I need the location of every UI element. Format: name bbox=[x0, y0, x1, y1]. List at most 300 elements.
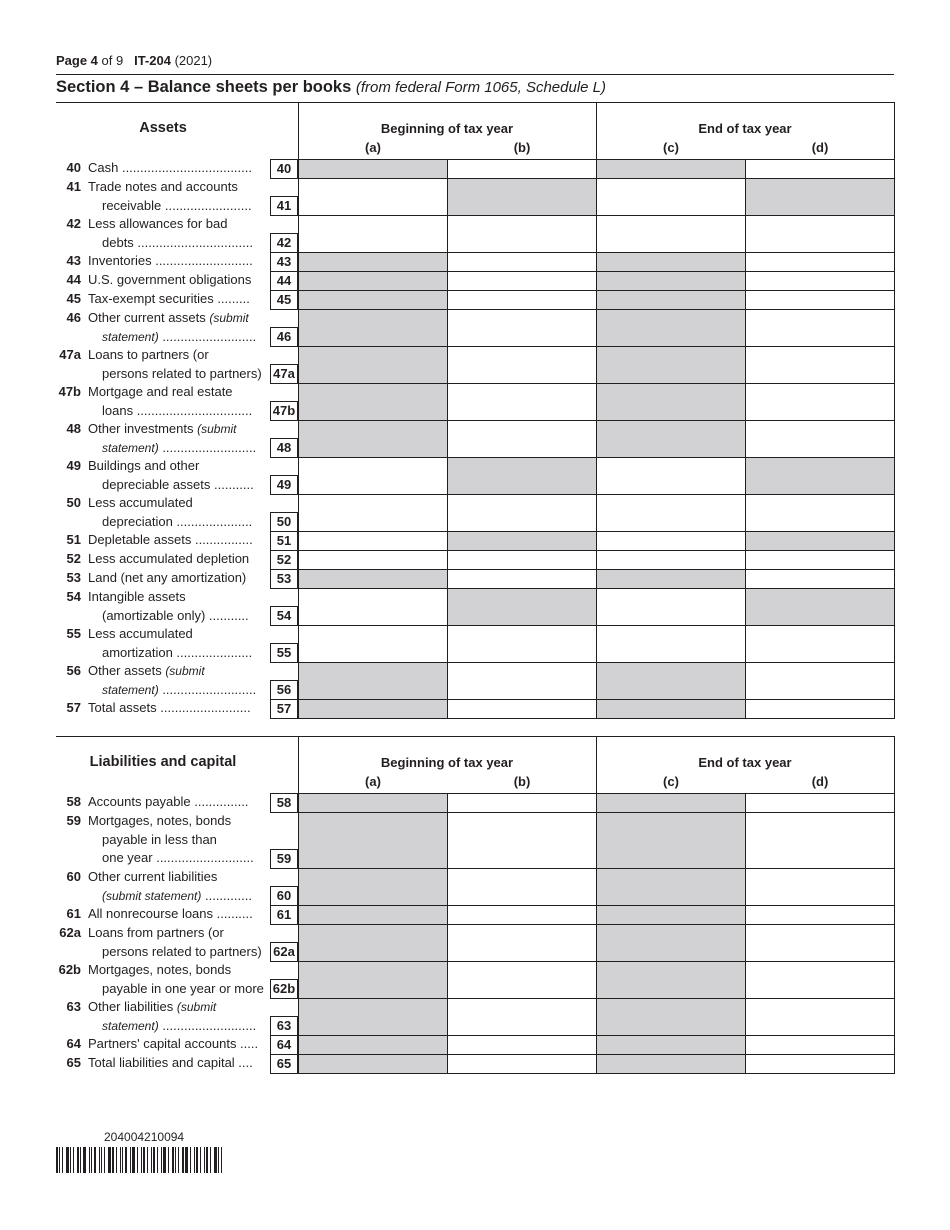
line-42-row bbox=[56, 215, 894, 252]
line-51-col-a-input[interactable] bbox=[298, 531, 447, 550]
line-43-col-b-input[interactable] bbox=[447, 252, 596, 271]
line-label bbox=[88, 569, 268, 588]
line-56-col-d-input[interactable] bbox=[745, 662, 894, 699]
line-61-col-c-shaded bbox=[596, 905, 745, 924]
line-42-col-b-input[interactable] bbox=[447, 215, 596, 252]
line-label-text: Mortgages, notes, bonds bbox=[88, 962, 232, 977]
line-55-col-b-input[interactable] bbox=[447, 625, 596, 662]
line-57-row bbox=[56, 699, 894, 718]
line-62b-col-d-input[interactable] bbox=[745, 961, 894, 998]
line-label-text: Loans to partners (or bbox=[88, 347, 209, 362]
line-45-col-d-input[interactable] bbox=[745, 290, 894, 309]
line-60-col-d-input[interactable] bbox=[745, 868, 894, 905]
barcode-bar bbox=[200, 1147, 201, 1173]
end-of-tax-year-heading: End of tax year bbox=[698, 121, 792, 136]
line-40-col-c-shaded bbox=[596, 159, 745, 178]
line-62b-col-c-shaded bbox=[596, 961, 745, 998]
barcode-bar bbox=[151, 1147, 152, 1173]
barcode-bar bbox=[143, 1147, 145, 1173]
line-54-row bbox=[56, 588, 894, 625]
column-heading-c: (c) bbox=[663, 774, 679, 789]
line-45-col-b-input[interactable] bbox=[447, 290, 596, 309]
line-51-col-c-input[interactable] bbox=[596, 531, 745, 550]
line-52-row bbox=[56, 550, 894, 569]
italic-note: statement) bbox=[102, 440, 159, 455]
line-60-col-c-shaded bbox=[596, 868, 745, 905]
line-label-text: payable in one year or more bbox=[102, 980, 264, 996]
line-44-row bbox=[56, 271, 894, 290]
line-43-col-a-shaded bbox=[298, 252, 447, 271]
line-41-col-b-shaded bbox=[447, 178, 596, 215]
line-47a-col-d-input[interactable] bbox=[745, 346, 894, 383]
line-45-col-c-shaded bbox=[596, 290, 745, 309]
line-46-col-d-input[interactable] bbox=[745, 309, 894, 346]
line-label-text: depreciation ..................... bbox=[102, 513, 253, 529]
line-53-col-b-input[interactable] bbox=[447, 569, 596, 588]
line-64-col-d-input[interactable] bbox=[745, 1035, 894, 1054]
beginning-of-tax-year-heading: Beginning of tax year bbox=[380, 755, 514, 770]
line-label-text: Less accumulated depletion bbox=[88, 551, 250, 566]
italic-note: (submit bbox=[197, 422, 237, 436]
line-54-col-c-input[interactable] bbox=[596, 588, 745, 625]
line-59-col-a-shaded bbox=[298, 812, 447, 868]
line-label bbox=[88, 961, 268, 998]
line-49-col-c-input[interactable] bbox=[596, 457, 745, 494]
page-of: of 9 bbox=[101, 53, 124, 68]
form-year: (2021) bbox=[174, 53, 213, 68]
line-64-col-b-input[interactable] bbox=[447, 1035, 596, 1054]
line-47b-col-a-shaded bbox=[298, 383, 447, 420]
line-50-col-c-input[interactable] bbox=[596, 494, 745, 531]
line-51-col-b-shaded bbox=[447, 531, 596, 550]
column-heading-a: (a) bbox=[365, 140, 381, 155]
line-57-col-a-shaded bbox=[298, 699, 447, 718]
italic-note: (submit bbox=[209, 311, 249, 325]
line-label-text: Inventories ........................... bbox=[88, 253, 253, 268]
barcode-bar bbox=[66, 1147, 69, 1173]
line-65-col-c-shaded bbox=[596, 1054, 745, 1073]
barcode-bar bbox=[104, 1147, 105, 1173]
line-label-text: Loans from partners (or bbox=[88, 925, 224, 940]
line-40-col-d-input[interactable] bbox=[745, 159, 894, 178]
column-heading-a: (a) bbox=[365, 774, 381, 789]
line-60-col-b-input[interactable] bbox=[447, 868, 596, 905]
line-60-col-a-shaded bbox=[298, 868, 447, 905]
line-44-col-b-input[interactable] bbox=[447, 271, 596, 290]
barcode-bar bbox=[130, 1147, 131, 1173]
line-label bbox=[88, 346, 268, 383]
line-48-row bbox=[56, 420, 894, 457]
line-42-col-d-input[interactable] bbox=[745, 215, 894, 252]
barcode bbox=[56, 1147, 239, 1173]
line-43-row bbox=[56, 252, 894, 271]
line-53-col-c-shaded bbox=[596, 569, 745, 588]
line-47a-col-a-shaded bbox=[298, 346, 447, 383]
line-64-col-c-shaded bbox=[596, 1035, 745, 1054]
line-number: 60 bbox=[66, 869, 81, 884]
barcode-bar bbox=[122, 1147, 123, 1173]
beginning-of-tax-year-heading: Beginning of tax year bbox=[380, 121, 514, 136]
line-label-text: Total liabilities and capital .... bbox=[88, 1055, 253, 1070]
line-label-text: persons related to partners) bbox=[102, 943, 262, 959]
line-47b-row bbox=[56, 383, 894, 420]
line-58-col-c-shaded bbox=[596, 793, 745, 812]
line-label bbox=[88, 1035, 268, 1054]
line-63-box: 63 bbox=[270, 1016, 298, 1036]
barcode-bar bbox=[221, 1147, 222, 1173]
liabilities-table-right bbox=[894, 736, 895, 1074]
line-63-col-d-input[interactable] bbox=[745, 998, 894, 1035]
line-44-box: 44 bbox=[270, 271, 298, 291]
line-51-row bbox=[56, 531, 894, 550]
line-number: 55 bbox=[66, 626, 81, 641]
line-62a-box: 62a bbox=[270, 942, 298, 962]
barcode-bar bbox=[59, 1147, 60, 1173]
barcode-bar bbox=[172, 1147, 174, 1173]
line-43-box: 43 bbox=[270, 252, 298, 272]
line-54-box: 54 bbox=[270, 606, 298, 626]
liabilities-left-divider bbox=[298, 736, 299, 1073]
barcode-bar bbox=[125, 1147, 127, 1173]
line-51-box: 51 bbox=[270, 531, 298, 551]
barcode-bar bbox=[157, 1147, 158, 1173]
line-label bbox=[88, 924, 268, 961]
line-63-row bbox=[56, 998, 894, 1035]
barcode-bar bbox=[101, 1147, 102, 1173]
line-label bbox=[88, 252, 268, 271]
header-rule bbox=[56, 74, 894, 75]
line-number: 59 bbox=[66, 813, 81, 828]
line-62a-col-d-input[interactable] bbox=[745, 924, 894, 961]
section-title: Section 4 – Balance sheets per books (from federal Form 1065, Schedule L) bbox=[56, 78, 607, 96]
line-47a-row bbox=[56, 346, 894, 383]
line-61-col-a-shaded bbox=[298, 905, 447, 924]
line-54-col-a-input[interactable] bbox=[298, 588, 447, 625]
line-55-box: 55 bbox=[270, 643, 298, 663]
assets-middle-divider bbox=[596, 102, 597, 718]
line-62a-col-c-shaded bbox=[596, 924, 745, 961]
line-64-row bbox=[56, 1035, 894, 1054]
assets-table-right bbox=[894, 102, 895, 719]
line-58-box: 58 bbox=[270, 793, 298, 813]
barcode-bar bbox=[83, 1147, 86, 1173]
column-heading-b: (b) bbox=[513, 774, 531, 789]
barcode-bar bbox=[147, 1147, 148, 1173]
line-42-col-c-input[interactable] bbox=[596, 215, 745, 252]
line-58-col-d-input[interactable] bbox=[745, 793, 894, 812]
line-label bbox=[88, 868, 268, 905]
assets-table-bottom bbox=[298, 718, 895, 719]
line-label-text: statement) .......................... bbox=[102, 1017, 257, 1033]
line-label-text: receivable ........................ bbox=[102, 197, 252, 213]
line-59-row bbox=[56, 812, 894, 868]
line-number: 61 bbox=[66, 906, 81, 921]
line-label-text: statement) .......................... bbox=[102, 681, 257, 697]
line-label-text: Other liabilities (submit bbox=[88, 999, 217, 1014]
line-52-col-d-input[interactable] bbox=[745, 550, 894, 569]
line-number: 65 bbox=[66, 1055, 81, 1070]
italic-note: statement) bbox=[102, 1018, 159, 1033]
page-label: Page 4 bbox=[56, 53, 98, 68]
line-43-col-d-input[interactable] bbox=[745, 252, 894, 271]
line-63-col-b-input[interactable] bbox=[447, 998, 596, 1035]
line-number: 47b bbox=[58, 384, 81, 399]
line-47a-col-b-input[interactable] bbox=[447, 346, 596, 383]
line-label-text: Intangible assets bbox=[88, 589, 186, 604]
line-40-col-a-shaded bbox=[298, 159, 447, 178]
line-label-text: (submit statement) ............. bbox=[102, 887, 252, 903]
line-number: 49 bbox=[66, 458, 81, 473]
line-label-text: Other assets (submit bbox=[88, 663, 205, 678]
line-49-col-b-shaded bbox=[447, 457, 596, 494]
line-42-box: 42 bbox=[270, 233, 298, 253]
line-59-box: 59 bbox=[270, 849, 298, 869]
line-number: 40 bbox=[66, 160, 81, 175]
barcode-bar bbox=[77, 1147, 79, 1173]
italic-note: statement) bbox=[102, 329, 159, 344]
line-64-box: 64 bbox=[270, 1035, 298, 1055]
line-48-col-b-input[interactable] bbox=[447, 420, 596, 457]
barcode-bar bbox=[94, 1147, 96, 1173]
line-55-col-c-input[interactable] bbox=[596, 625, 745, 662]
line-label-text: Other current assets (submit bbox=[88, 310, 249, 325]
line-65-row bbox=[56, 1054, 894, 1073]
line-55-row bbox=[56, 625, 894, 662]
line-label bbox=[88, 699, 268, 718]
line-50-box: 50 bbox=[270, 512, 298, 532]
line-label bbox=[88, 812, 268, 868]
line-60-box: 60 bbox=[270, 886, 298, 906]
italic-note: (submit bbox=[176, 1000, 217, 1014]
line-label-text: Less allowances for bad bbox=[88, 216, 228, 231]
line-label bbox=[88, 793, 268, 812]
line-57-box: 57 bbox=[270, 699, 298, 719]
line-label bbox=[88, 178, 268, 215]
line-54-col-b-shaded bbox=[447, 588, 596, 625]
line-label-text: payable in less than bbox=[102, 831, 217, 847]
line-label-text: Total assets ......................... bbox=[88, 700, 251, 715]
line-label-text: depreciable assets ........... bbox=[102, 476, 254, 492]
line-number: 46 bbox=[66, 310, 81, 325]
column-heading-b: (b) bbox=[513, 140, 531, 155]
line-63-col-a-shaded bbox=[298, 998, 447, 1035]
line-label bbox=[88, 159, 268, 178]
line-label bbox=[88, 271, 268, 290]
line-43-col-c-shaded bbox=[596, 252, 745, 271]
line-53-box: 53 bbox=[270, 569, 298, 589]
line-62b-col-b-input[interactable] bbox=[447, 961, 596, 998]
barcode-bar bbox=[218, 1147, 219, 1173]
line-62a-col-a-shaded bbox=[298, 924, 447, 961]
line-40-col-b-input[interactable] bbox=[447, 159, 596, 178]
barcode-bar bbox=[108, 1147, 111, 1173]
line-number: 48 bbox=[66, 421, 81, 436]
barcode-bar bbox=[175, 1147, 176, 1173]
line-48-col-a-shaded bbox=[298, 420, 447, 457]
line-number: 64 bbox=[66, 1036, 81, 1051]
line-number: 58 bbox=[66, 794, 81, 809]
line-51-col-d-shaded bbox=[745, 531, 894, 550]
line-label-text: loans ................................ bbox=[102, 402, 253, 418]
line-54-col-d-shaded bbox=[745, 588, 894, 625]
barcode-bar bbox=[190, 1147, 191, 1173]
line-number: 62b bbox=[58, 962, 81, 977]
line-number: 56 bbox=[66, 663, 81, 678]
line-63-col-c-shaded bbox=[596, 998, 745, 1035]
line-label bbox=[88, 457, 268, 494]
line-44-col-a-shaded bbox=[298, 271, 447, 290]
barcode-bar bbox=[91, 1147, 92, 1173]
line-65-col-b-input[interactable] bbox=[447, 1054, 596, 1073]
column-heading-c: (c) bbox=[663, 140, 679, 155]
line-label-text: (amortizable only) ........... bbox=[102, 607, 249, 623]
line-label bbox=[88, 215, 268, 252]
line-65-box: 65 bbox=[270, 1054, 298, 1074]
line-61-row bbox=[56, 905, 894, 924]
line-42-col-a-input[interactable] bbox=[298, 215, 447, 252]
line-45-box: 45 bbox=[270, 290, 298, 310]
barcode-bar bbox=[161, 1147, 162, 1173]
line-50-col-a-input[interactable] bbox=[298, 494, 447, 531]
line-52-col-c-input[interactable] bbox=[596, 550, 745, 569]
line-62a-col-b-input[interactable] bbox=[447, 924, 596, 961]
line-44-col-d-input[interactable] bbox=[745, 271, 894, 290]
line-number: 52 bbox=[66, 551, 81, 566]
line-58-col-b-input[interactable] bbox=[447, 793, 596, 812]
line-56-col-a-shaded bbox=[298, 662, 447, 699]
line-52-col-b-input[interactable] bbox=[447, 550, 596, 569]
line-45-row bbox=[56, 290, 894, 309]
line-62b-row bbox=[56, 961, 894, 998]
barcode-bar bbox=[194, 1147, 195, 1173]
line-number: 63 bbox=[66, 999, 81, 1014]
line-41-row bbox=[56, 178, 894, 215]
line-number: 50 bbox=[66, 495, 81, 510]
line-61-col-b-input[interactable] bbox=[447, 905, 596, 924]
line-50-col-d-input[interactable] bbox=[745, 494, 894, 531]
line-number: 54 bbox=[66, 589, 81, 604]
line-47b-col-b-input[interactable] bbox=[447, 383, 596, 420]
line-53-col-d-input[interactable] bbox=[745, 569, 894, 588]
barcode-number: 204004210094 bbox=[104, 1130, 185, 1144]
page-header bbox=[56, 53, 212, 68]
line-62b-col-a-shaded bbox=[298, 961, 447, 998]
italic-note: (submit bbox=[165, 664, 205, 678]
barcode-bar bbox=[70, 1147, 71, 1173]
line-56-box: 56 bbox=[270, 680, 298, 700]
line-48-col-c-shaded bbox=[596, 420, 745, 457]
line-number: 45 bbox=[66, 291, 81, 306]
line-label-text: Other investments (submit bbox=[88, 421, 237, 436]
line-55-col-a-input[interactable] bbox=[298, 625, 447, 662]
barcode-bar bbox=[120, 1147, 121, 1173]
line-50-col-b-input[interactable] bbox=[447, 494, 596, 531]
line-label bbox=[88, 625, 268, 662]
line-label-text: Other current liabilities bbox=[88, 869, 218, 884]
line-number: 43 bbox=[66, 253, 81, 268]
line-47a-col-c-shaded bbox=[596, 346, 745, 383]
line-57-col-b-input[interactable] bbox=[447, 699, 596, 718]
line-label bbox=[88, 309, 268, 346]
line-label-text: amortization ..................... bbox=[102, 644, 253, 660]
barcode-bar bbox=[62, 1147, 63, 1173]
line-label-text: Mortgage and real estate bbox=[88, 384, 233, 399]
line-number: 42 bbox=[66, 216, 81, 231]
line-number: 47a bbox=[59, 347, 81, 362]
line-label-text: statement) .......................... bbox=[102, 328, 257, 344]
liabilities-middle-divider bbox=[596, 736, 597, 1073]
line-label-text: Less accumulated bbox=[88, 626, 193, 641]
line-52-col-a-input[interactable] bbox=[298, 550, 447, 569]
line-59-col-b-input[interactable] bbox=[447, 812, 596, 868]
line-41-col-a-input[interactable] bbox=[298, 178, 447, 215]
line-label bbox=[88, 550, 268, 569]
line-49-col-a-input[interactable] bbox=[298, 457, 447, 494]
barcode-bar bbox=[163, 1147, 166, 1173]
line-46-col-b-input[interactable] bbox=[447, 309, 596, 346]
line-number: 53 bbox=[66, 570, 81, 585]
line-40-box: 40 bbox=[270, 159, 298, 179]
line-46-box: 46 bbox=[270, 327, 298, 347]
line-60-row bbox=[56, 868, 894, 905]
line-59-col-d-input[interactable] bbox=[745, 812, 894, 868]
line-label bbox=[88, 905, 268, 924]
line-41-col-c-input[interactable] bbox=[596, 178, 745, 215]
line-label-text: Depletable assets ................ bbox=[88, 532, 253, 547]
barcode-bar bbox=[182, 1147, 184, 1173]
line-47b-col-d-input[interactable] bbox=[745, 383, 894, 420]
line-61-col-d-input[interactable] bbox=[745, 905, 894, 924]
barcode-bar bbox=[112, 1147, 114, 1173]
line-number: 44 bbox=[66, 272, 81, 287]
line-57-col-d-input[interactable] bbox=[745, 699, 894, 718]
line-47a-box: 47a bbox=[270, 364, 298, 384]
barcode-bar bbox=[89, 1147, 90, 1173]
line-label bbox=[88, 662, 268, 699]
barcode-bar bbox=[196, 1147, 198, 1173]
line-65-col-d-input[interactable] bbox=[745, 1054, 894, 1073]
line-label-text: persons related to partners) bbox=[102, 365, 262, 381]
barcode-bar bbox=[153, 1147, 155, 1173]
line-number: 62a bbox=[59, 925, 81, 940]
line-49-row bbox=[56, 457, 894, 494]
line-58-col-a-shaded bbox=[298, 793, 447, 812]
line-label-text: Mortgages, notes, bonds bbox=[88, 813, 232, 828]
line-label-text: Partners' capital accounts ..... bbox=[88, 1036, 259, 1051]
liabilities-heading: Liabilities and capital bbox=[89, 754, 237, 770]
barcode-bar bbox=[132, 1147, 135, 1173]
line-53-row bbox=[56, 569, 894, 588]
line-label bbox=[88, 494, 268, 531]
italic-note: (submit statement) bbox=[102, 888, 202, 903]
line-55-col-d-input[interactable] bbox=[745, 625, 894, 662]
line-48-col-d-input[interactable] bbox=[745, 420, 894, 457]
line-48-box: 48 bbox=[270, 438, 298, 458]
line-label-text: Land (net any amortization) bbox=[88, 570, 247, 585]
line-56-row bbox=[56, 662, 894, 699]
line-40-row bbox=[56, 159, 894, 178]
line-number: 57 bbox=[66, 700, 81, 715]
liabilities-table-bottom bbox=[298, 1073, 895, 1074]
line-47b-box: 47b bbox=[270, 401, 298, 421]
line-45-col-a-shaded bbox=[298, 290, 447, 309]
line-47b-col-c-shaded bbox=[596, 383, 745, 420]
barcode-bar bbox=[185, 1147, 188, 1173]
barcode-bar bbox=[210, 1147, 211, 1173]
line-label-text: U.S. government obligations bbox=[88, 272, 252, 287]
line-56-col-b-input[interactable] bbox=[447, 662, 596, 699]
line-label-text: debts ................................ bbox=[102, 234, 253, 250]
